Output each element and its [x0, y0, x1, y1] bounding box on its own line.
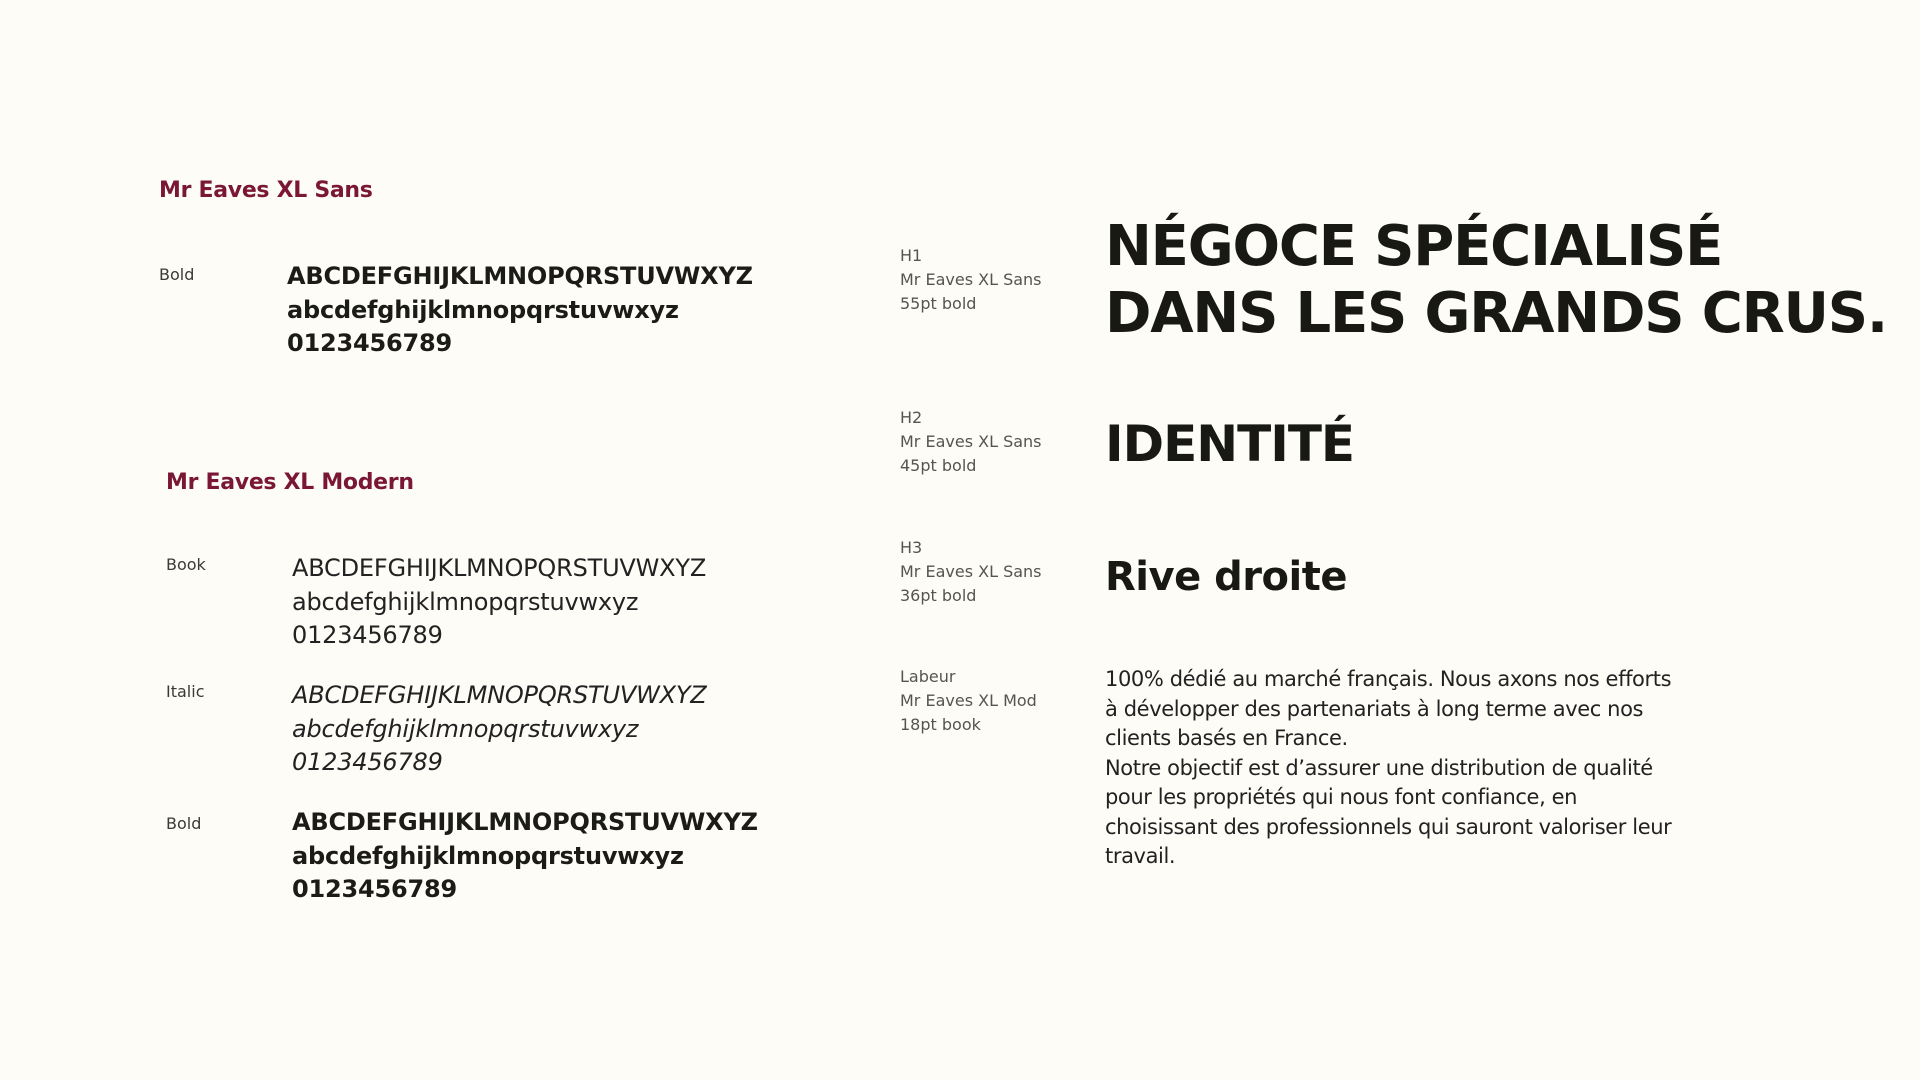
- spec-font: Mr Eaves XL Sans: [900, 562, 1042, 581]
- modern-bold-label: Bold: [166, 814, 202, 833]
- specimen-lowercase: abcdefghijklmnopqrstuvwxyz: [292, 841, 684, 870]
- modern-bold-specimen: [292, 806, 758, 907]
- spec-size: 18pt book: [900, 715, 981, 734]
- specimen-lowercase: abcdefghijklmnopqrstuvwxyz: [292, 714, 639, 743]
- specimen-lowercase: abcdefghijklmnopqrstuvwxyz: [292, 587, 639, 616]
- sans-bold-label: Bold: [159, 265, 195, 284]
- spec-size: 36pt bold: [900, 586, 977, 605]
- spec-level: Labeur: [900, 667, 956, 686]
- modern-italic-label: Italic: [166, 682, 205, 701]
- h1-spec: [900, 244, 1042, 316]
- modern-italic-specimen: [292, 679, 707, 780]
- specimen-uppercase: ABCDEFGHIJKLMNOPQRSTUVWXYZ: [292, 554, 707, 582]
- spec-level: H2: [900, 408, 923, 427]
- h1-sample-line: NÉGOCE SPÉCIALISÉ: [1105, 214, 1723, 279]
- spec-font: Mr Eaves XL Mod: [900, 691, 1037, 710]
- body-paragraph: 100% dédié au marché français. Nous axons nos efforts à développer des partenariats à long terme avec nos clients basés en France.: [1105, 667, 1672, 750]
- spec-font: Mr Eaves XL Sans: [900, 432, 1042, 451]
- specimen-uppercase: ABCDEFGHIJKLMNOPQRSTUVWXYZ: [292, 808, 758, 836]
- specimen-lowercase: abcdefghijklmnopqrstuvwxyz: [287, 295, 679, 324]
- h2-spec: [900, 406, 1042, 478]
- specimen-uppercase: ABCDEFGHIJKLMNOPQRSTUVWXYZ: [292, 681, 707, 709]
- h2-sample: IDENTITÉ: [1105, 415, 1355, 473]
- modern-book-specimen: [292, 552, 706, 653]
- h1-sample: [1105, 213, 1887, 347]
- body-sample: [1105, 665, 1685, 872]
- specimen-uppercase: ABCDEFGHIJKLMNOPQRSTUVWXYZ: [287, 262, 753, 290]
- spec-level: H3: [900, 538, 923, 557]
- body-spec: [900, 665, 1037, 737]
- h1-sample-line: DANS LES GRANDS CRUS.: [1105, 281, 1887, 346]
- modern-book-label: Book: [166, 555, 206, 574]
- specimen-digits: 0123456789: [292, 875, 457, 903]
- modern-family-title: Mr Eaves XL Modern: [166, 470, 414, 495]
- sans-family-title: Mr Eaves XL Sans: [159, 178, 373, 203]
- body-paragraph: Notre objectif est d’assurer une distribution de qualité pour les propriétés qui nous font confiance, en choisissant des professionnels qui sauront valoriser leur travail.: [1105, 755, 1672, 868]
- spec-size: 45pt bold: [900, 456, 977, 475]
- spec-size: 55pt bold: [900, 294, 977, 313]
- specimen-digits: 0123456789: [292, 621, 443, 649]
- specimen-digits: 0123456789: [292, 748, 443, 776]
- specimen-digits: 0123456789: [287, 329, 452, 357]
- spec-font: Mr Eaves XL Sans: [900, 270, 1042, 289]
- h3-sample: Rive droite: [1105, 554, 1347, 600]
- spec-level: H1: [900, 246, 923, 265]
- h3-spec: [900, 536, 1042, 608]
- sans-bold-specimen: [287, 260, 753, 361]
